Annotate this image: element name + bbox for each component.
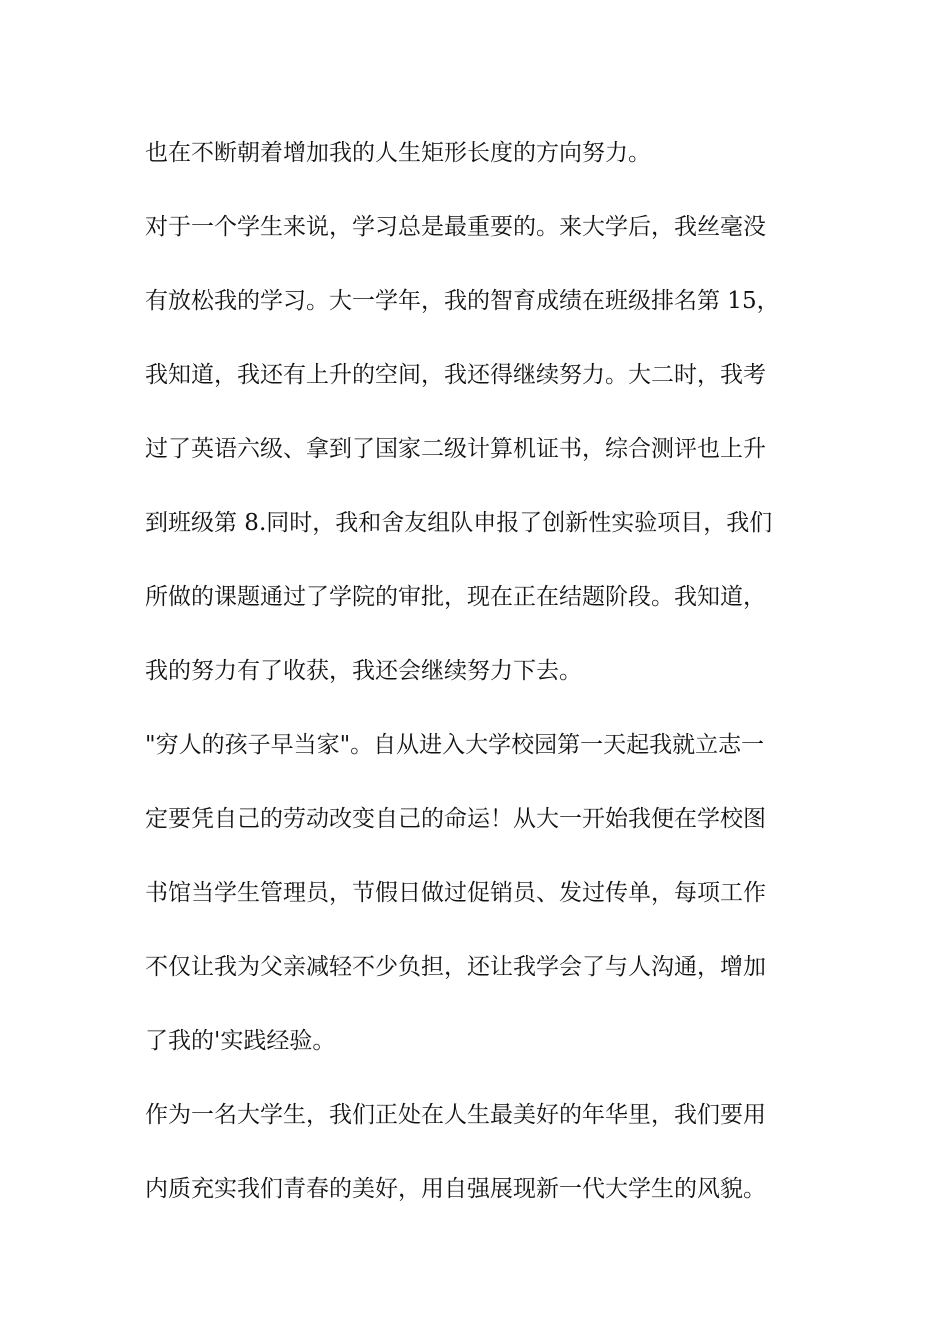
document-body — [145, 131, 815, 1241]
text-line: 过了英语六级、拿到了国家二级计算机证书，综合测评也上升 — [145, 436, 766, 462]
text-line: 到班级第 8.同时，我和舍友组队申报了创新性实验项目，我们 — [145, 510, 773, 536]
text-line: 了我的'实践经验。 — [145, 1028, 336, 1054]
text-line: 内质充实我们青春的美好，用自强展现新一代大学生的风貌。 — [145, 1176, 766, 1202]
text-line: 所做的课题通过了学院的审批，现在正在结题阶段。我知道， — [145, 584, 766, 610]
text-line: 也在不断朝着增加我的人生矩形长度的方向努力。 — [145, 140, 651, 166]
text-line: 有放松我的学习。大一学年，我的智育成绩在班级排名第 15， — [145, 288, 780, 314]
text-line: 我的努力有了收获，我还会继续努力下去。 — [145, 658, 582, 684]
text-line: 书馆当学生管理员，节假日做过促销员、发过传单，每项工作 — [145, 880, 766, 906]
text-line: 对于一个学生来说，学习总是最重要的。来大学后，我丝毫没 — [145, 214, 766, 240]
text-line: 作为一名大学生，我们正处在人生最美好的年华里，我们要用 — [145, 1102, 766, 1128]
text-line: 不仅让我为父亲减轻不少负担，还让我学会了与人沟通，增加 — [145, 954, 766, 980]
text-line: 我知道，我还有上升的空间，我还得继续努力。大二时，我考 — [145, 362, 766, 388]
text-line: "穷人的孩子早当家"。自从进入大学校园第一天起我就立志一 — [145, 732, 765, 758]
text-line: 定要凭自己的劳动改变自己的命运！从大一开始我便在学校图 — [145, 806, 766, 832]
